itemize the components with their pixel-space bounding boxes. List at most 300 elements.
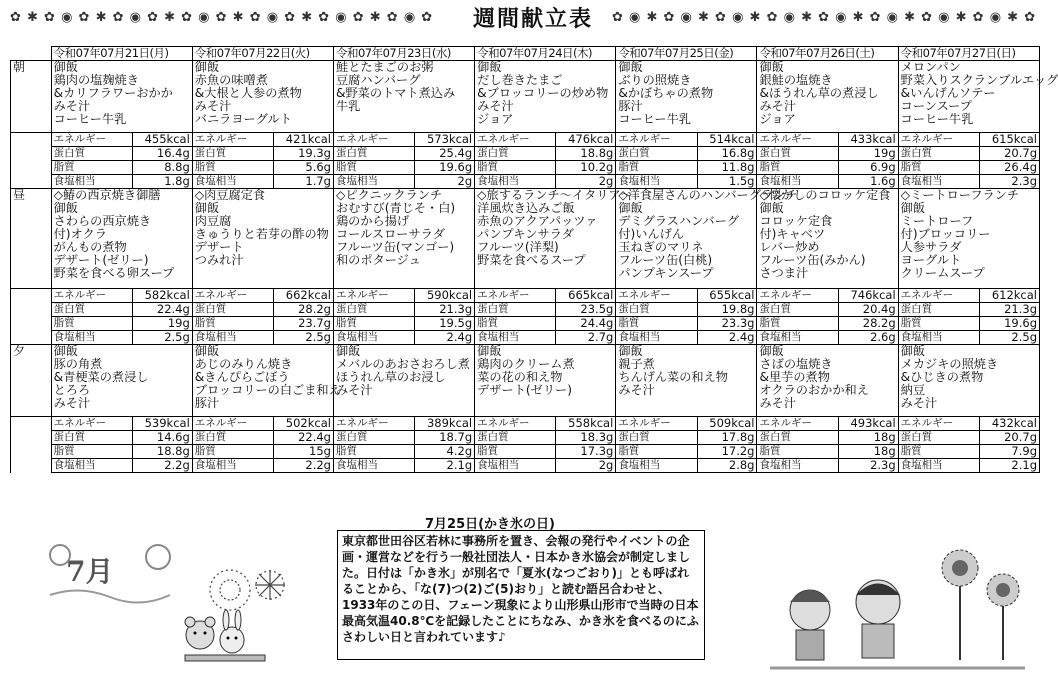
nutrient-value: 2.1g (415, 459, 475, 473)
nutrient-label: 脂質 (51, 445, 132, 459)
nutrient-value: 2.4g (415, 331, 475, 345)
dish-item: コーヒー牛乳 (900, 112, 974, 126)
nutrient-value: 19g (838, 147, 898, 161)
dish-item: 赤魚のアクアパッツァ (477, 214, 598, 228)
nutrient-value: 19.6g (415, 161, 475, 175)
nutrient-value: 7.9g (979, 445, 1039, 459)
nutrient-value: 2g (556, 175, 616, 189)
dish-item: さわらの西京焼き (53, 214, 152, 228)
nutrient-value: 18.8g (556, 147, 616, 161)
dish-item: みそ汁 (53, 99, 91, 113)
children-sunflower-illustration (760, 540, 1035, 675)
dish-item: おむすび(青じそ・白) (335, 201, 456, 215)
dish-item: さばの塩焼き (759, 357, 833, 372)
dish-item: &かぼちゃの煮物 (618, 86, 714, 100)
nutrient-value: 23.5g (556, 303, 616, 317)
dish-item: 御飯 (194, 60, 220, 74)
nutrient-label: 食塩相当 (51, 459, 132, 473)
nutrient-label: 食塩相当 (898, 175, 979, 189)
dish-item: メロンパン (900, 60, 961, 74)
day-header: 令和07年07月23日(水) (333, 47, 474, 61)
nutrient-value: 18g (838, 445, 898, 459)
dish-item: みそ汁 (759, 396, 797, 411)
dish-item: パンプキンサラダ (477, 227, 574, 241)
decorative-border-right: ✿ ◉ ✱ ✿ ◉ ✱ ✿ ◉ ✱ ✿ ◉ ✱ ✿ ◉ ✱ ✿ ◉ ✱ ✿ ◉ ✱ ✿ ◉ ✱ ✿ (612, 9, 1037, 25)
dish-item: 豚の角煮 (53, 357, 103, 372)
row-label-spacer (11, 133, 52, 147)
dish-item: デザート(ゼリー) (477, 383, 572, 398)
nutrient-value: 18.3g (556, 431, 616, 445)
flower-icon (50, 545, 70, 565)
nutrient-value: 2g (556, 459, 616, 473)
dish-cell (192, 344, 341, 417)
nutrient-value: 26.4g (979, 161, 1039, 175)
dish-item: 肉豆腐 (194, 214, 232, 228)
dish-item: メカジキの照焼き (900, 357, 999, 372)
nutrient-label: 脂質 (616, 445, 697, 459)
corner-cell (11, 47, 52, 61)
nutrient-value: 455kcal (132, 133, 192, 147)
dish-item: 和のポタージュ (335, 253, 421, 267)
nutrient-value: 23.3g (697, 317, 757, 331)
nutrient-value: 23.7g (274, 317, 334, 331)
nutrient-value: 11.8g (697, 161, 757, 175)
dish-cell (333, 189, 474, 289)
dish-cell (51, 61, 192, 133)
nutrient-row-protein (11, 431, 1040, 445)
nutrient-value: 1.8g (132, 175, 192, 189)
row-label-spacer (11, 459, 52, 473)
nutrient-value: 25.4g (415, 147, 475, 161)
row-label-spacer (11, 175, 52, 189)
nutrient-row-fat (11, 161, 1040, 175)
dish-item: 御飯 (618, 201, 643, 215)
dish-item: 御飯 (194, 201, 220, 215)
nutrient-value: 539kcal (132, 417, 192, 431)
dish-item: 鶏のから揚げ (335, 214, 410, 228)
nutrient-label: 食塩相当 (757, 175, 838, 189)
nutrient-label: エネルギー (333, 289, 414, 303)
dish-item: さつま汁 (759, 266, 809, 280)
nutrient-value: 432kcal (979, 417, 1039, 431)
child-boy-icon (856, 580, 900, 658)
dish-item: 御飯 (477, 344, 502, 359)
nutrient-value: 18g (838, 431, 898, 445)
dish-item: ブロッコリーの白ごま和え (194, 383, 341, 398)
sunflower-icon (942, 550, 978, 660)
nutrient-label: 蛋白質 (333, 431, 414, 445)
dish-item: 付)いんげん (618, 227, 685, 241)
nutrient-value: 2.7g (556, 331, 616, 345)
dish-item: 付)オクラ (53, 227, 107, 241)
dish-item: 野菜入りスクランブルエッグ (900, 73, 1058, 87)
nutrient-value: 2.5g (274, 331, 334, 345)
dish-item: 御飯 (759, 201, 784, 215)
nutrient-label: エネルギー (51, 289, 132, 303)
nutrient-label: 蛋白質 (616, 431, 697, 445)
dish-item: ジョア (759, 112, 796, 126)
dish-item: 御飯 (53, 344, 78, 359)
nutrient-label: 食塩相当 (898, 331, 979, 345)
animals-fireworks-illustration (180, 560, 330, 670)
nutrient-label: 食塩相当 (475, 459, 556, 473)
nutrient-label: エネルギー (51, 133, 132, 147)
nutrient-value: 655kcal (697, 289, 757, 303)
nutrient-label: 蛋白質 (475, 431, 556, 445)
month-label: 7月 (66, 555, 114, 588)
nutrient-value: 17.8g (697, 431, 757, 445)
dish-item: 納豆 (900, 383, 926, 398)
nutrient-label: 蛋白質 (757, 303, 838, 317)
dish-cell (333, 61, 474, 133)
nutrient-value: 5.6g (274, 161, 334, 175)
dish-item: デザート (194, 240, 244, 254)
nutrient-label: 食塩相当 (333, 459, 414, 473)
row-label-spacer (11, 445, 52, 459)
dish-item: 御飯 (53, 201, 78, 215)
dish-item: みそ汁 (618, 383, 655, 398)
day-header: 令和07年07月25日(金) (616, 47, 757, 61)
nutrient-label: 蛋白質 (192, 431, 273, 445)
nutrient-row-protein (11, 303, 1040, 317)
dish-item: ミートローフ (900, 214, 974, 228)
dish-item: コーヒー牛乳 (618, 112, 691, 126)
dish-item: 菜の花の和え物 (477, 370, 563, 385)
nutrient-label: エネルギー (898, 417, 979, 431)
dish-item: ◇ピクニックランチ (335, 188, 443, 202)
nutrient-label: 脂質 (757, 445, 838, 459)
dish-item: だし巻きたまご (477, 73, 563, 87)
dish-item: フルーツ缶(マンゴー) (335, 240, 455, 254)
row-label-spacer (11, 303, 52, 317)
nutrient-row-protein (11, 147, 1040, 161)
day-header: 令和07年07月26日(土) (757, 47, 898, 61)
nutrient-label: エネルギー (757, 289, 838, 303)
dish-item: 鶏肉のクリーム煮 (477, 357, 575, 372)
nutrient-value: 2.2g (274, 459, 334, 473)
nutrient-value: 509kcal (697, 417, 757, 431)
dish-item: 御飯 (759, 60, 784, 74)
meal-label-lunch: 昼 (11, 189, 52, 289)
nutrient-row-fat (11, 445, 1040, 459)
day-header-row (11, 47, 1040, 61)
nutrient-value: 20.4g (838, 303, 898, 317)
nutrient-label: エネルギー (616, 417, 697, 431)
dish-item: 野菜を食べるスープ (477, 253, 586, 267)
nutrient-label: 脂質 (475, 317, 556, 331)
nutrient-label: エネルギー (192, 417, 273, 431)
nutrient-label: 蛋白質 (51, 147, 132, 161)
nutrient-value: 18.7g (415, 431, 475, 445)
dish-item: がんもの煮物 (53, 240, 127, 254)
nutrient-value: 20.7g (979, 431, 1039, 445)
note-box (337, 530, 705, 660)
nutrient-value: 2.8g (697, 459, 757, 473)
nutrient-label: エネルギー (616, 289, 697, 303)
dish-item: ◇洋食屋さんのハンバーグランチ (618, 188, 798, 202)
day-header: 令和07年07月24日(木) (475, 47, 616, 61)
dish-item: &きんぴらごぼう (194, 370, 290, 385)
nutrient-label: エネルギー (192, 289, 273, 303)
dish-item: 鮭とたまごのお粥 (335, 60, 434, 74)
dish-item: 豆腐ハンバーグ (335, 73, 421, 87)
page-title: 週間献立表 (472, 7, 593, 32)
nutrient-label: 蛋白質 (898, 147, 979, 161)
month-decoration-illustration (40, 535, 180, 615)
nutrient-label: 食塩相当 (616, 175, 697, 189)
nutrient-label: エネルギー (757, 133, 838, 147)
dish-cell (192, 61, 333, 133)
nutrient-label: 食塩相当 (51, 175, 132, 189)
nutrient-label: 脂質 (898, 445, 979, 459)
nutrient-value: 17.3g (556, 445, 616, 459)
dish-item: 銀鮭の塩焼き (759, 73, 833, 87)
nutrient-value: 2.6g (838, 331, 898, 345)
bench-icon (185, 655, 265, 661)
nutrient-row-energy (11, 417, 1040, 431)
nutrient-value: 20.7g (979, 147, 1039, 161)
dish-item: 御飯 (900, 201, 926, 215)
nutrient-label: 食塩相当 (475, 331, 556, 345)
nutrient-value: 4.2g (415, 445, 475, 459)
dish-item: とろろ (53, 383, 91, 398)
nutrient-label: エネルギー (333, 133, 414, 147)
row-label-spacer (11, 289, 52, 303)
nutrient-value: 421kcal (274, 133, 334, 147)
meal-label-dinner: 夕 (11, 345, 52, 417)
nutrient-label: 食塩相当 (475, 175, 556, 189)
nutrient-label: 食塩相当 (757, 459, 838, 473)
dish-item: ちんげん菜の和え物 (618, 370, 728, 385)
nutrient-value: 10.2g (556, 161, 616, 175)
dish-cell (616, 345, 757, 417)
nutrient-row-energy (11, 289, 1040, 303)
dish-item: メバルのあおさおろし煮 (335, 357, 470, 372)
nutrient-value: 514kcal (697, 133, 757, 147)
nutrient-label: 脂質 (616, 317, 697, 331)
nutrient-value: 19.5g (415, 317, 475, 331)
dish-cell (757, 345, 898, 417)
nutrient-value: 16.8g (697, 147, 757, 161)
nutrient-label: 蛋白質 (898, 303, 979, 317)
nutrient-label: 蛋白質 (51, 303, 132, 317)
nutrient-label: 蛋白質 (51, 431, 132, 445)
dish-item: みそ汁 (759, 99, 797, 113)
nutrient-label: 蛋白質 (192, 303, 273, 317)
dish-item: ほうれん草のお浸し (335, 370, 446, 385)
dish-item: パンプキンスープ (618, 266, 714, 280)
nutrient-label: エネルギー (192, 133, 273, 147)
nutrient-value: 433kcal (838, 133, 898, 147)
nutrient-label: 脂質 (51, 317, 132, 331)
dish-cell (898, 189, 1039, 289)
nutrient-label: 蛋白質 (333, 303, 414, 317)
dish-item: ヨーグルト (900, 253, 962, 267)
nutrient-value: 1.7g (274, 175, 334, 189)
nutrient-label: 脂質 (333, 161, 414, 175)
nutrient-label: 食塩相当 (757, 331, 838, 345)
dish-item: コロッケ定食 (759, 214, 833, 228)
nutrient-label: 脂質 (757, 317, 838, 331)
nutrient-label: エネルギー (333, 417, 414, 431)
nutrient-label: 脂質 (757, 161, 838, 175)
nutrient-label: 蛋白質 (616, 147, 697, 161)
nutrient-value: 22.4g (274, 431, 334, 445)
dish-cell (475, 345, 616, 417)
day-header: 令和07年07月22日(火) (192, 47, 333, 61)
dish-item: &大根と人参の煮物 (194, 86, 302, 100)
nutrient-label: 脂質 (333, 317, 414, 331)
dish-cell (475, 61, 616, 133)
dish-cell (898, 345, 1039, 417)
nutrient-value: 493kcal (838, 417, 898, 431)
dish-cell (192, 189, 333, 289)
dish-item: &青梗菜の煮浸し (53, 370, 149, 385)
dish-item: 付)キャベツ (759, 227, 826, 241)
dish-item: コーヒー牛乳 (53, 112, 127, 126)
dish-item: 御飯 (53, 60, 78, 74)
dish-item: ◇懐かしのコロッケ定食 (759, 188, 891, 202)
nutrient-label: 蛋白質 (757, 431, 838, 445)
nutrient-label: 脂質 (898, 317, 979, 331)
nutrient-value: 2.2g (132, 459, 192, 473)
dish-cell (616, 61, 757, 133)
dish-item: デザート(ゼリー) (53, 253, 149, 267)
nutrient-value: 19g (132, 317, 192, 331)
nutrient-label: 脂質 (192, 445, 273, 459)
nutrient-label: 脂質 (333, 445, 414, 459)
dish-item: 牛乳 (335, 99, 361, 113)
nutrient-label: 蛋白質 (192, 147, 273, 161)
nutrient-value: 2.4g (697, 331, 757, 345)
nutrient-label: 食塩相当 (192, 175, 273, 189)
nutrient-value: 22.4g (132, 303, 192, 317)
dish-item: バニラヨーグルト (194, 112, 292, 126)
nutrient-value: 665kcal (556, 289, 616, 303)
dish-item: 付)ブロッコリー (900, 227, 991, 241)
nutrient-value: 582kcal (132, 289, 192, 303)
nutrient-value: 2.3g (838, 459, 898, 473)
wave-line (50, 590, 170, 602)
dish-item: フルーツ缶(白桃) (618, 253, 713, 267)
nutrient-value: 2.5g (979, 331, 1039, 345)
nutrient-value: 16.4g (132, 147, 192, 161)
dish-row-lunch (11, 189, 1040, 289)
firework-icon (255, 570, 285, 600)
dish-item: コーンスープ (900, 99, 972, 113)
nutrient-label: エネルギー (616, 133, 697, 147)
nutrient-row-salt (11, 331, 1040, 345)
dish-item: レバー炒め (759, 240, 820, 254)
dish-item: デミグラスハンバーグ (618, 214, 739, 228)
nutrient-row-energy (11, 133, 1040, 147)
sunflower-icon-2 (987, 574, 1019, 660)
dish-row-dinner (11, 345, 1040, 417)
nutrient-value: 502kcal (274, 417, 334, 431)
nutrient-row-fat (11, 317, 1040, 331)
nutrient-value: 2.1g (979, 459, 1039, 473)
dish-item: 親子煮 (618, 357, 655, 372)
dish-item: 御飯 (618, 344, 643, 359)
nutrient-row-salt (11, 459, 1040, 473)
meal-label-breakfast: 朝 (11, 61, 52, 133)
dish-cell (51, 189, 192, 289)
nutrient-value: 2.5g (132, 331, 192, 345)
dish-item: ジョア (477, 112, 514, 126)
flower-icon-2 (146, 545, 170, 569)
dish-row-breakfast (11, 61, 1040, 133)
nutrient-value: 746kcal (838, 289, 898, 303)
dish-item: &カリフラワーおかか (53, 86, 173, 100)
nutrient-value: 573kcal (415, 133, 475, 147)
nutrient-label: 蛋白質 (333, 147, 414, 161)
dish-item: &いんげんソテー (900, 86, 996, 100)
nutrient-label: エネルギー (757, 417, 838, 431)
nutrient-value: 14.6g (132, 431, 192, 445)
nutrient-value: 1.6g (838, 175, 898, 189)
dish-item: ◇旅するランチ〜イタリア〜 (477, 188, 633, 202)
row-label-spacer (11, 161, 52, 175)
row-label-spacer (11, 317, 52, 331)
dish-item: フルーツ(洋梨) (477, 240, 559, 254)
dish-item: ◇ミートローフランチ (900, 188, 1020, 202)
dish-cell (757, 189, 898, 289)
dish-item: 御飯 (900, 344, 926, 359)
row-label-spacer (11, 331, 52, 345)
dish-item: 豚汁 (618, 99, 643, 113)
dish-item: 赤魚の味噌煮 (194, 73, 268, 87)
dish-item: 御飯 (477, 60, 502, 74)
nutrient-label: エネルギー (475, 289, 556, 303)
nutrient-value: 28.2g (274, 303, 334, 317)
note-title: 7月25日(かき氷の日) (424, 517, 556, 532)
decorative-border-left: ✿ ✱ ✿ ◉ ✿ ✱ ✿ ◉ ✿ ✱ ✿ ◉ ✿ ✱ ✿ ◉ ✿ ✱ ✿ ◉ ✿ ✱ ✿ ◉ ✿ (10, 9, 434, 25)
weekly-menu-table (10, 46, 1058, 473)
dish-item: 野菜を食べる卵スープ (53, 266, 175, 280)
nutrient-label: 蛋白質 (475, 147, 556, 161)
day-header: 令和07年07月21日(月) (51, 47, 192, 61)
nutrient-label: エネルギー (475, 133, 556, 147)
dish-item: 御飯 (335, 344, 361, 359)
row-label-spacer (11, 417, 52, 431)
nutrient-label: 蛋白質 (757, 147, 838, 161)
nutrient-label: 食塩相当 (51, 331, 132, 345)
nutrient-label: 食塩相当 (616, 331, 697, 345)
nutrient-value: 21.3g (979, 303, 1039, 317)
nutrient-label: 脂質 (616, 161, 697, 175)
dish-item: 御飯 (759, 344, 784, 359)
nutrient-label: 脂質 (192, 317, 273, 331)
nutrient-value: 18.8g (132, 445, 192, 459)
firework-icon-2 (210, 570, 250, 610)
nutrient-label: 蛋白質 (898, 431, 979, 445)
nutrient-label: 脂質 (475, 445, 556, 459)
dish-item: みそ汁 (477, 99, 514, 113)
dish-item: &ブロッコリーの炒め物 (477, 86, 609, 100)
dish-item: &里芋の煮物 (759, 370, 830, 385)
nutrient-value: 615kcal (979, 133, 1039, 147)
nutrient-label: 食塩相当 (333, 331, 414, 345)
nutrient-label: エネルギー (898, 133, 979, 147)
nutrient-row-salt (11, 175, 1040, 189)
nutrient-value: 558kcal (556, 417, 616, 431)
child-girl-icon (790, 590, 830, 660)
dish-item: 人参サラダ (900, 240, 962, 254)
nutrient-value: 19.6g (979, 317, 1039, 331)
nutrient-label: エネルギー (51, 417, 132, 431)
dish-item: &ひじきの煮物 (900, 370, 984, 385)
note-body: 東京都世田谷区若林に事務所を置き、会報の発行やイベントの企画・運営などを行う一般社団法人・日本かき氷協会が制定しました。日付は「かき氷」が別名で「夏氷(なつごおり)」とも呼ばれることから、「な(7)つ(2)ご(5)おり」と読む語呂合わせと、1933年のこの日、フェーン現象により山形県山形市で当時の日本最高気温40.8℃を記録したことにちなみ、かき氷を食べるのにふさわしい日と言われています♪ (342, 534, 699, 644)
